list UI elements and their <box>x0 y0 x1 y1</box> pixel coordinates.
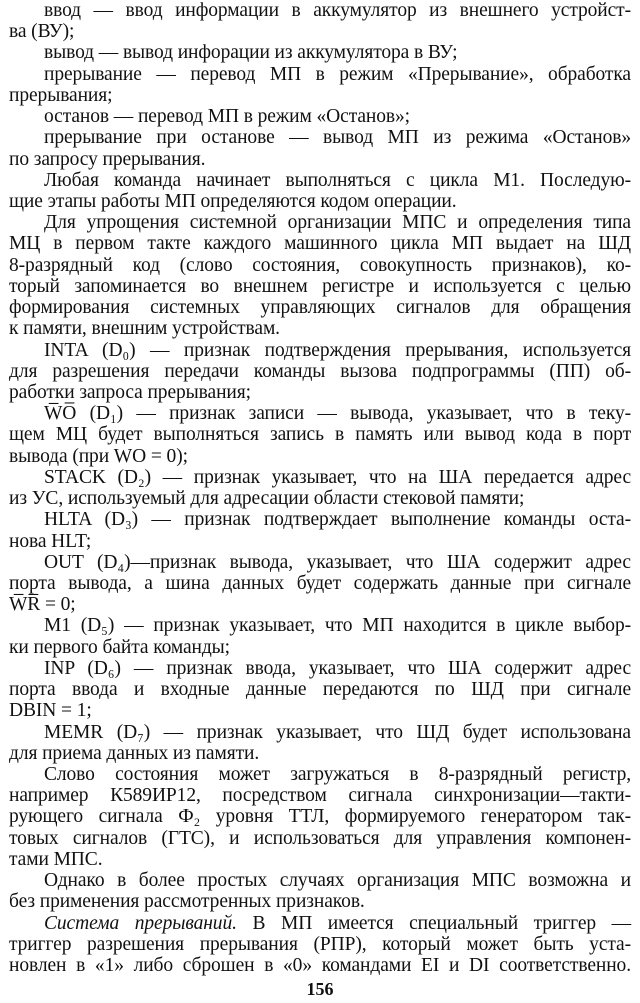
text-line: из УС, используемый для адресации области стековой памяти; <box>9 488 525 509</box>
text-line: прерывание — перевод МП в режим «Прерывание», обработка <box>44 64 631 85</box>
text-line: останов — перевод МП в режим «Останов»; <box>44 106 410 127</box>
text-line: нова HLT; <box>9 531 92 552</box>
text-line: порта вывода, а шина данных будет содержать данные при сигнале <box>9 573 631 594</box>
text-line: ва (ВУ); <box>9 21 75 42</box>
text-line: щем МЦ будет выполняться запись в память или вывод кода в порт <box>9 424 631 445</box>
text-line: МЦ в первом такте каждого машинного цикла МП выдает на ШД <box>9 233 631 254</box>
text-line: прерывание при останове — вывод МП из режима «Останов» <box>44 127 631 148</box>
text-line: новлен в «1» либо сброшен в «0» командами EI и DI соответственно. <box>9 955 631 976</box>
text-line: 8-разрядный код (слово состояния, совокупность признаков), ко- <box>9 255 631 276</box>
text-line: STACK (D₂) — признак указывает, что на ША передается адрес <box>44 467 631 488</box>
text-line: торый запоминается во внешнем регистре и используется с целью <box>9 276 631 297</box>
text-line: INTA (D₀) — признак подтверждения прерывания, используется <box>44 340 631 361</box>
text-line: вывод — вывод инфорации из аккумулятора в ВУ; <box>44 42 458 63</box>
text-line: без применения рассмотренных признаков. <box>9 891 365 912</box>
text-line: к памяти, внешним устройствам. <box>9 318 280 339</box>
text-line: MEMR (D₇) — признак указывает, что ШД будет использована <box>44 722 631 743</box>
text-line: Слово состояния может загружаться в 8-разрядный регистр, <box>44 764 631 785</box>
text-line: DBIN = 1; <box>9 700 92 721</box>
text-line: Однако в более простых случаях организация МПС возможна и <box>44 870 631 891</box>
text-line: ки первого байта команды; <box>9 637 230 658</box>
text-line: рующего сигнала Ф₂ уровня ТТЛ, формируемого генератором так- <box>9 806 631 827</box>
text-line: INP (D₆) — признак ввода, указывает, что ША содержит адрес <box>44 658 631 679</box>
text-line: триггер разрешения прерывания (РПР), который может быть уста- <box>9 934 631 955</box>
text-line: вывода (при WO = 0); <box>9 446 188 467</box>
text-line: W̅R̅ = 0; <box>9 594 76 615</box>
text-line: OUT (D₄)—признак вывода, указывает, что ША содержит адрес <box>44 552 631 573</box>
text-line: прерывания; <box>9 85 113 106</box>
page-number: 156 <box>306 979 334 999</box>
text-line: для разрешения передачи команды вызова подпрограммы (ПП) об- <box>9 361 631 382</box>
text-line: M1 (D₅) — признак указывает, что МП находится в цикле выбор- <box>44 615 631 636</box>
text-line: например К589ИР12, посредством сигнала синхронизации—такти- <box>9 785 631 806</box>
text-line: Для упрощения системной организации МПС и определения типа <box>44 212 631 233</box>
text-line: тами МПС. <box>9 849 103 870</box>
section-run-in-heading: Система прерываний. <box>44 913 237 934</box>
text-line: HLTA (D₃) — признак подтверждает выполнение команды оста- <box>44 509 631 530</box>
text-line: W̅O̅ (D₁) — признак записи — вывода, указывает, что в теку- <box>44 403 631 424</box>
text-line: Система прерываний. В МП имеется специальный триггер — <box>44 913 632 934</box>
text-line: для приема данных из памяти. <box>9 743 260 764</box>
text-line: товых сигналов (ГТС), и использоваться для управления компонен- <box>9 828 631 849</box>
text-line: работки запроса прерывания; <box>9 382 251 403</box>
text-line: щие этапы работы МП определяются кодом операции. <box>9 191 457 212</box>
text-line: Любая команда начинает выполняться с цикла М1. Последую- <box>44 170 631 191</box>
text-line: формирования системных управляющих сигналов для обращения <box>9 297 631 318</box>
text-line: порта ввода и входные данные передаются по ШД при сигнале <box>9 679 631 700</box>
text-line: ввод — ввод информации в аккумулятор из внешнего устройст- <box>44 0 631 21</box>
text-line: по запросу прерывания. <box>9 149 206 170</box>
